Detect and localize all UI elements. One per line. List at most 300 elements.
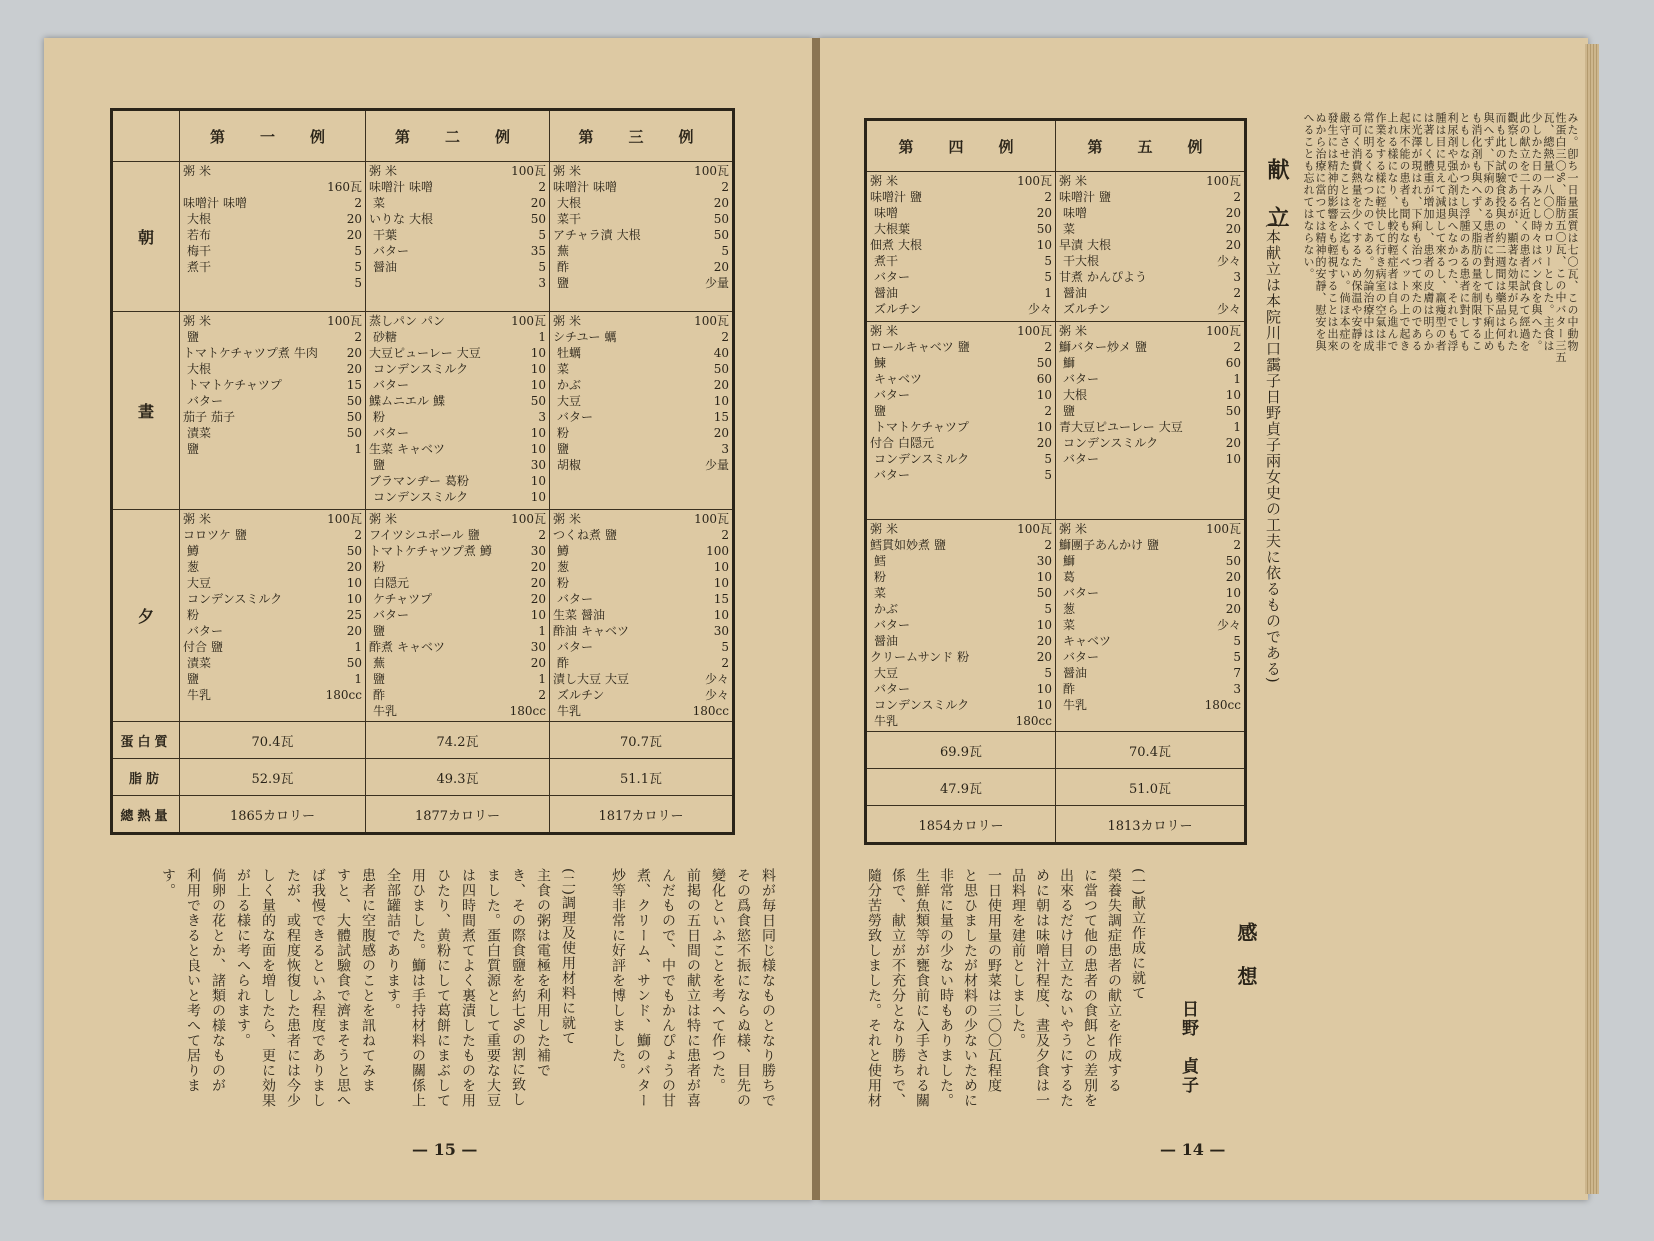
dish-name: 味噌汁 (183, 196, 220, 210)
dish-and-ingredient: 葛 (1063, 570, 1076, 584)
menu-item (870, 602, 1052, 617)
menu-item (369, 592, 546, 607)
summary-value: 52.9瓦 (180, 759, 366, 796)
dish-name: 酢油 (553, 624, 578, 638)
menu-item (183, 656, 362, 671)
menu-cell (866, 322, 1056, 520)
menu-item (553, 228, 729, 243)
menu-item (183, 244, 362, 259)
dish-and-ingredient: トマトケチャツプ (874, 420, 969, 434)
amount: 50 (1225, 554, 1241, 568)
amount: 50 (530, 212, 546, 226)
amount: 少量 (704, 276, 729, 290)
dish-and-ingredient: 鰈 (433, 394, 446, 408)
menu-item (553, 688, 729, 703)
menu-item (183, 228, 362, 243)
amount: 20 (346, 346, 362, 360)
menu-item (1059, 586, 1241, 601)
text-column: に光澤が現はれ、下痢も治つて來たのである (1410, 112, 1423, 352)
dish-and-ingredient: 米 (569, 512, 582, 526)
summary-value: 47.9瓦 (866, 769, 1056, 806)
amount: 5 (1044, 254, 1052, 268)
amount: 10 (1225, 388, 1241, 402)
menu-item (1059, 682, 1241, 697)
menu-item (870, 714, 1052, 729)
menu-cell (1056, 520, 1246, 732)
amount: 5 (354, 244, 362, 258)
menu-item (553, 410, 729, 425)
dish-and-ingredient: 大根 (557, 196, 582, 210)
menu-item (1059, 602, 1241, 617)
dish-and-ingredient: 醤油 (1063, 666, 1088, 680)
author-name: 日野 貞子 (1178, 1000, 1198, 1095)
dish-name: 付合 (183, 640, 208, 654)
dish-and-ingredient: コンデンスミルク (187, 592, 283, 606)
amount: 少々 (704, 688, 729, 702)
amount: 2 (1233, 190, 1241, 204)
header-example: 第 一 例 (180, 110, 366, 162)
dish-and-ingredient: 牛乳 (874, 714, 899, 728)
menu-cell (550, 312, 734, 510)
dish-and-ingredient: コンデンスミルク (874, 452, 970, 466)
summary-row-calories (112, 796, 734, 834)
amount: 3 (1233, 270, 1241, 284)
dish-and-ingredient: バター (373, 608, 410, 622)
amount: 1 (354, 672, 362, 686)
dish-and-ingredient: 漬菜 (187, 426, 212, 440)
dish-and-ingredient: 牛乳 (373, 704, 398, 718)
menu-item (553, 164, 729, 179)
menu-item (1059, 554, 1241, 569)
amount: 20 (530, 592, 546, 606)
text-column: 與へず、下痢のある患者に對しても下痢止め (1482, 112, 1495, 352)
amount: 180cc (509, 704, 546, 718)
summary-row-protein (866, 732, 1246, 769)
dish-and-ingredient: キャベツ (397, 442, 446, 456)
dish-and-ingredient: 鹽 (957, 340, 970, 354)
amount (360, 164, 362, 179)
dish-and-ingredient: コンデンスミルク (1063, 436, 1159, 450)
dish-and-ingredient: バター (1063, 650, 1100, 664)
menu-item (1059, 698, 1241, 713)
amount: 少々 (1216, 618, 1241, 632)
dish-and-ingredient: 味噌 (874, 206, 899, 220)
meal-row (866, 520, 1246, 732)
amount: 10 (713, 608, 729, 622)
menu-item (183, 426, 362, 441)
summary-label: 總熱量 (112, 796, 180, 834)
amount: 100瓦 (694, 164, 729, 178)
text-column: が上る様に考へられます。 (235, 868, 251, 1048)
dish-and-ingredient: 醤油 (874, 634, 899, 648)
amount: 1 (354, 442, 362, 456)
amount: 20 (713, 196, 729, 210)
menu-item (1059, 286, 1241, 301)
amount: 少々 (1216, 254, 1241, 268)
menu-item (1059, 522, 1241, 537)
menu-item (870, 586, 1052, 601)
dish-and-ingredient: 蕪 (373, 656, 386, 670)
summary-row-calories (866, 806, 1246, 844)
text-column: 作業をする樣に輕快して行き病室の空氣は非 (1374, 112, 1387, 352)
text-column: 此の献立を二十名近くの患者に試みて經過を (1518, 112, 1531, 352)
amount: 10 (1225, 586, 1241, 600)
amount: 2 (721, 528, 729, 542)
dish-and-ingredient: 梅干 (187, 244, 212, 258)
dish-name: ブラマンヂー (369, 474, 442, 488)
summary-value: 49.3瓦 (366, 759, 550, 796)
dish-and-ingredient: 鹽 (1147, 538, 1160, 552)
dish-and-ingredient: コンデンスミルク (373, 490, 469, 504)
text-column: 嚴守させたことは云ふ迄もない。倘ほ本症の (1338, 112, 1351, 352)
header-example: 第 五 例 (1056, 120, 1246, 172)
menu-item (870, 270, 1052, 285)
amount: 5 (1044, 270, 1052, 284)
dish-and-ingredient: 干大根 (1063, 254, 1100, 268)
dish-and-ingredient: 醤油 (874, 286, 899, 300)
text-column: 常に明るくなつたのである。勿論治療中は成 (1362, 112, 1375, 352)
amount: 5 (721, 244, 729, 258)
amount: 2 (354, 196, 362, 210)
menu-item (183, 196, 362, 211)
menu-item (183, 544, 362, 559)
amount: 100瓦 (1017, 324, 1052, 338)
amount: 25 (346, 608, 362, 622)
dish-and-ingredient: 米 (199, 512, 212, 526)
menu-item (553, 624, 729, 639)
text-column: 用ひました。鰤は手持材料の關係上 (410, 868, 426, 1108)
menu-cell (180, 510, 366, 722)
menu-item (553, 576, 729, 591)
amount: 5 (538, 260, 546, 274)
dish-and-ingredient: 酢 (557, 656, 570, 670)
page-number: — 14 — (1160, 1140, 1226, 1159)
amount: 2 (538, 180, 546, 194)
amount: 2 (721, 656, 729, 670)
menu-item (870, 650, 1052, 665)
menu-item (870, 190, 1052, 205)
text-column: ました。蛋白質源として重要な大豆 (485, 868, 501, 1108)
dish-and-ingredient: 酢 (373, 688, 386, 702)
amount: 20 (1036, 206, 1052, 220)
menu-item (1059, 270, 1241, 285)
text-column: 性蛋白三〇%、脂肪五〇瓦、この中バター三五 (1554, 112, 1567, 364)
summary-value: 69.9瓦 (866, 732, 1056, 769)
dish-and-ingredient: キャベツ (1063, 634, 1112, 648)
dish-and-ingredient: 鹽 (467, 528, 480, 542)
dish-and-ingredient: キャベツ (581, 624, 630, 638)
text-column: 倘卵の花とか、諸類の様なものが (210, 868, 226, 1093)
amount: 2 (721, 330, 729, 344)
amount: 10 (1036, 618, 1052, 632)
dish-and-ingredient: 酢 (557, 260, 570, 274)
menu-item (553, 704, 729, 719)
text-column: も消化剤も與へず、又脂肪の量を制限するこ (1470, 112, 1483, 352)
amount: 5 (354, 260, 362, 274)
amount: 10 (1036, 698, 1052, 712)
dish-and-ingredient: 鹽 (211, 640, 224, 654)
dish-name: 甘煮 (1059, 270, 1084, 284)
dish-and-ingredient: コンデンスミルク (874, 698, 970, 712)
menu-item (1059, 436, 1241, 451)
menu-item (870, 420, 1052, 435)
text-column: 品料理を建前としました。 (1010, 868, 1026, 1048)
dish-and-ingredient: 粉 (373, 560, 386, 574)
header-example: 第 四 例 (866, 120, 1056, 172)
dish-and-ingredient: 鹽 (605, 528, 618, 542)
menu-item (369, 212, 546, 227)
menu-item (1059, 222, 1241, 237)
summary-value: 1854カロリー (866, 806, 1056, 844)
text-column: 起床不能の患者も間もなくベットの上で起き (1398, 112, 1411, 352)
amount: 20 (713, 378, 729, 392)
menu-item (183, 346, 362, 361)
dish-and-ingredient: バター (187, 394, 224, 408)
amount: 2 (1233, 538, 1241, 552)
menu-item (183, 330, 362, 345)
menu-item (553, 560, 729, 575)
text-column: ひたり、黄粉にして葛餅にまぶして (435, 868, 451, 1108)
amount: 7 (1233, 666, 1241, 680)
amount: 10 (1036, 420, 1052, 434)
menu-item (183, 528, 362, 543)
amount: 5 (1233, 650, 1241, 664)
dish-name: 粥 (870, 174, 883, 188)
menu-item (870, 554, 1052, 569)
dish-and-ingredient: 大根 (1087, 238, 1112, 252)
dish-name: 茄子 (183, 410, 208, 424)
menu-item (183, 378, 362, 393)
amount: 50 (346, 544, 362, 558)
menu-item (553, 672, 729, 687)
menu-item (870, 372, 1052, 387)
menu-item (553, 608, 729, 623)
amount: 20 (713, 260, 729, 274)
dish-and-ingredient: 鹽 (1135, 340, 1148, 354)
menu-item (870, 538, 1052, 553)
amount: 30 (713, 624, 729, 638)
amount: 15 (713, 410, 729, 424)
dish-name: トマトケチャツプ煮 (183, 346, 290, 360)
dish-name: 粥 (183, 314, 196, 328)
amount: 20 (1225, 602, 1241, 616)
amount: 20 (1036, 650, 1052, 664)
menu-item (369, 378, 546, 393)
amount: 50 (346, 426, 362, 440)
dish-and-ingredient: 葱 (1063, 602, 1076, 616)
text-column: すと、大體試驗食で濟まそうと思へ (335, 868, 351, 1108)
menu-item (1059, 650, 1241, 665)
menu-item (183, 410, 362, 425)
amount: 15 (713, 592, 729, 606)
meal-row (112, 162, 734, 312)
dish-and-ingredient: 米 (199, 314, 212, 328)
amount: 10 (1225, 452, 1241, 466)
dish-and-ingredient: かぶ (874, 602, 899, 616)
amount: 60 (1036, 372, 1052, 386)
menu-item (183, 672, 362, 687)
menu-item (369, 458, 546, 473)
amount: 180cc (325, 688, 362, 702)
text-column: に當つて他の患者の食餌との差別を (1082, 868, 1098, 1108)
dish-and-ingredient: 菜 (874, 586, 887, 600)
menu-item (183, 442, 362, 457)
amount: 1 (1233, 372, 1241, 386)
dish-and-ingredient: 鹽 (874, 404, 887, 418)
menu-item (369, 688, 546, 703)
dish-name: 味噌汁 (1059, 190, 1096, 204)
menu-item (1059, 538, 1241, 553)
dish-and-ingredient: 大豆 (874, 666, 899, 680)
summary-value: 1865カロリー (180, 796, 366, 834)
menu-item (1059, 404, 1241, 419)
dish-and-ingredient: 大根 (187, 212, 212, 226)
dish-and-ingredient: ズルチン (1063, 302, 1111, 316)
dish-and-ingredient: バター (373, 426, 410, 440)
dish-and-ingredient: 鹽 (373, 458, 386, 472)
dish-name: 粥 (553, 314, 566, 328)
amount: 30 (530, 640, 546, 654)
amount: 5 (1044, 452, 1052, 466)
amount: 10 (530, 474, 546, 488)
dish-and-ingredient: 大豆 (605, 672, 630, 686)
menu-item (369, 608, 546, 623)
text-column: 前掲の五日間の献立は特に患者が喜 (685, 868, 701, 1108)
header-example: 第 三 例 (550, 110, 734, 162)
summary-value: 70.7瓦 (550, 722, 734, 759)
amount: 20 (1225, 238, 1241, 252)
dish-and-ingredient: バター (557, 592, 594, 606)
dish-and-ingredient: 味噌 (409, 180, 434, 194)
amount: 50 (713, 228, 729, 242)
amount: 10 (346, 592, 362, 606)
text-column: その爲食慾不振にならぬ様、目先の (735, 868, 751, 1108)
summary-value: 1877カロリー (366, 796, 550, 834)
menu-item (553, 212, 729, 227)
amount: 160瓦 (327, 180, 362, 194)
dish-and-ingredient: 鹽 (910, 190, 923, 204)
dish-and-ingredient: 大根 (616, 228, 641, 242)
menu-item (369, 560, 546, 575)
dish-and-ingredient: 鱈 (874, 554, 887, 568)
summary-label: 脂肪 (112, 759, 180, 796)
text-column: 瓦、總熱量一八〇〇カロリーとした。主食は (1542, 112, 1555, 352)
menu-item (183, 560, 362, 575)
text-column: ぬから治療に當つては精神的安靜、慰安を與 (1314, 112, 1327, 352)
meal-label: 朝 (112, 162, 180, 312)
dish-name: 粥 (553, 512, 566, 526)
dish-and-ingredient: 蕪 (557, 244, 570, 258)
dish-and-ingredient: 鱒 (479, 544, 492, 558)
amount: 1 (1233, 420, 1241, 434)
text-column: 利用できると良いと考へて居りま (185, 868, 201, 1093)
dish-and-ingredient: 煮干 (187, 260, 212, 274)
dish-name: 酢煮 (369, 640, 394, 654)
dish-and-ingredient: 鹽 (187, 672, 200, 686)
menu-item (1059, 452, 1241, 467)
dish-and-ingredient: 煮干 (874, 254, 899, 268)
menu-item (183, 394, 362, 409)
text-column: 利尿剤や强心剤は與へなかつた、それでも浮 (1446, 112, 1459, 352)
summary-value: 70.4瓦 (180, 722, 366, 759)
dish-and-ingredient: 米 (886, 174, 899, 188)
amount: 10 (1036, 570, 1052, 584)
dish-and-ingredient: 大根 (1063, 388, 1088, 402)
menu-item (1059, 340, 1241, 355)
dish-and-ingredient: 菜干 (557, 212, 582, 226)
dish-and-ingredient: 白隠元 (373, 576, 410, 590)
amount: 100瓦 (1206, 174, 1241, 188)
menu-item (870, 238, 1052, 253)
dish-and-ingredient: 牛乳 (557, 704, 582, 718)
meal-label: 夕 (112, 510, 180, 722)
amount: 40 (713, 346, 729, 360)
dish-and-ingredient: バター (557, 640, 594, 654)
summary-row-protein (112, 722, 734, 759)
menu-item (553, 528, 729, 543)
menu-item (870, 324, 1052, 339)
text-column: 煮、クリーム、サンド、鰤のバター (635, 868, 651, 1108)
menu-item (553, 656, 729, 671)
amount: 10 (530, 608, 546, 622)
menu-item (553, 330, 729, 345)
amount: 2 (538, 688, 546, 702)
amount: 50 (530, 394, 546, 408)
menu-item (870, 222, 1052, 237)
menu-item (1059, 302, 1241, 317)
menu-item (369, 528, 546, 543)
dish-and-ingredient: 米 (385, 512, 398, 526)
menu-item (870, 404, 1052, 419)
amount: 100瓦 (1206, 324, 1241, 338)
menu-item (369, 314, 546, 329)
dish-and-ingredient: 茄子 (211, 410, 236, 424)
amount: 5 (1044, 602, 1052, 616)
amount: 5 (538, 228, 546, 242)
menu-item (870, 570, 1052, 585)
menu-cell (866, 172, 1056, 322)
dish-and-ingredient: 大根 (409, 212, 434, 226)
dish-and-ingredient: 葛粉 (445, 474, 470, 488)
menu-item (369, 164, 546, 179)
dish-name: 蒸しパン (369, 314, 418, 328)
amount: 10 (530, 362, 546, 376)
amount: 100瓦 (694, 512, 729, 526)
amount: 2 (721, 180, 729, 194)
menu-item (369, 196, 546, 211)
dish-and-ingredient: 大豆 (557, 394, 582, 408)
amount: 20 (346, 624, 362, 638)
right-lower-text (860, 868, 1150, 1168)
amount: 50 (346, 394, 362, 408)
dish-name: 鰈ムニエル (369, 394, 430, 408)
text-column: (二)調理及使用材料に就て (560, 868, 576, 1046)
menu-item (553, 592, 729, 607)
summary-row-fat (866, 769, 1246, 806)
header-example: 第 二 例 (366, 110, 550, 162)
amount: 2 (538, 528, 546, 542)
summary-label: 蛋白質 (112, 722, 180, 759)
menu-cell (550, 162, 734, 312)
dish-and-ingredient: 菜 (373, 196, 386, 210)
amount: 20 (1225, 206, 1241, 220)
amount: 少々 (1216, 302, 1241, 316)
menu-item (369, 474, 546, 489)
dish-and-ingredient: バター (557, 410, 594, 424)
dish-and-ingredient: 砂糖 (373, 330, 398, 344)
menu-item (870, 254, 1052, 269)
dish-and-ingredient: 粉 (957, 650, 970, 664)
